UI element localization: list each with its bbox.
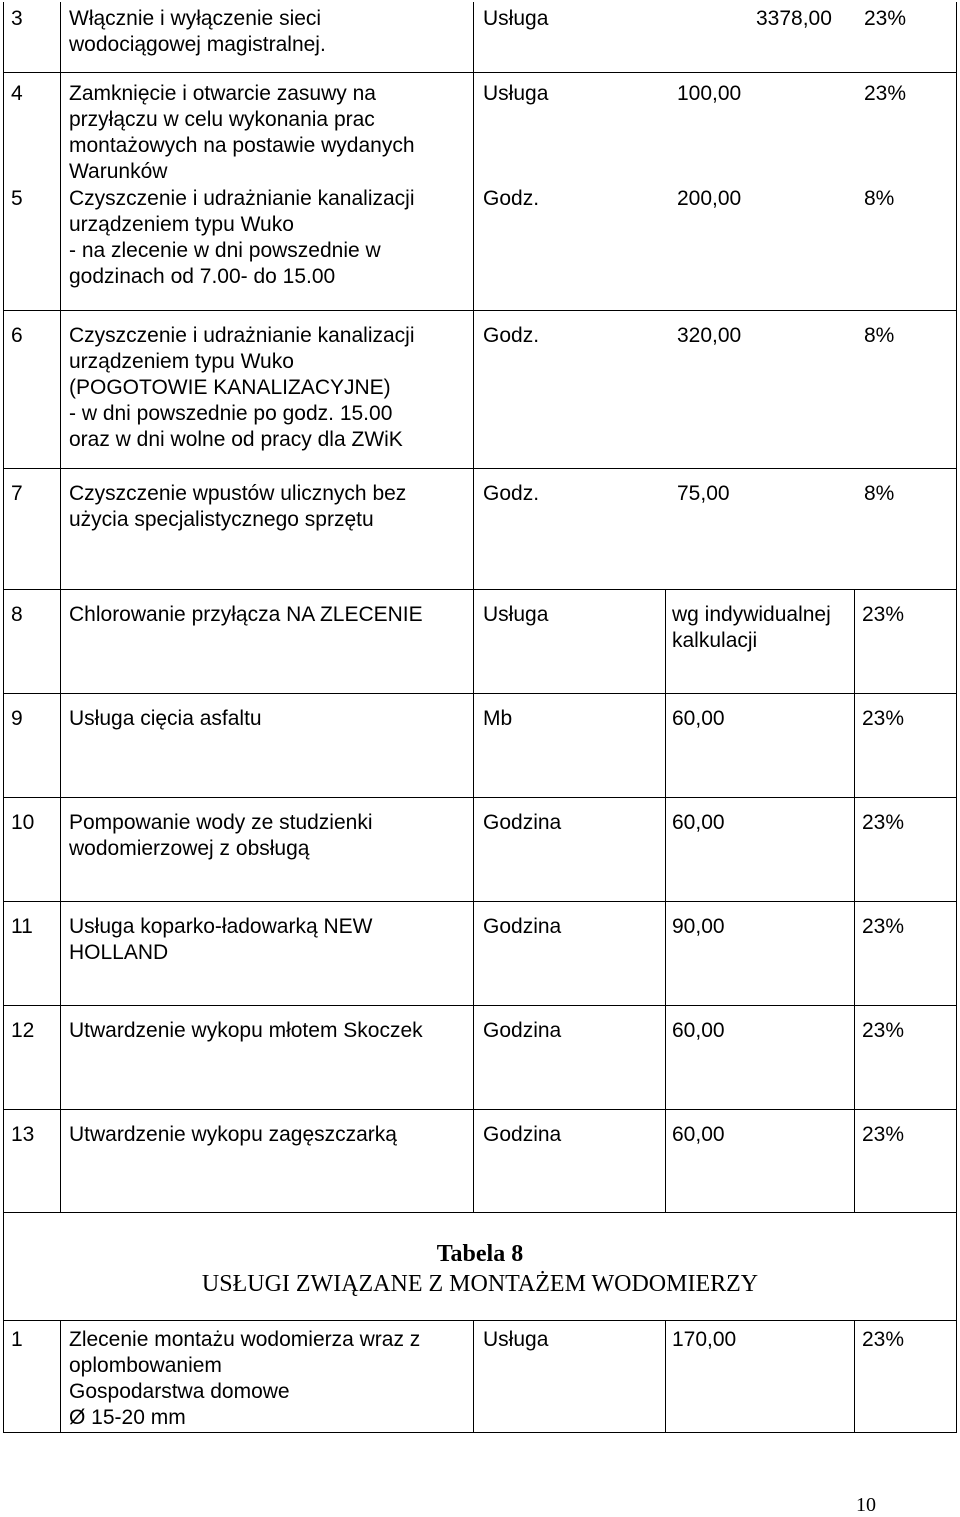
row-description: Usługa cięcia asfaltu [69,707,262,730]
row-number: 6 [11,324,23,347]
row-vat: 23% [862,707,905,730]
row-price: 60,00 [672,707,725,730]
row-number: 4 [11,82,23,105]
table-subtitle: USŁUGI ZWIĄZANE Z MONTAŻEM WODOMIERZY [201,1271,759,1297]
row-price: 60,00 [672,1019,725,1042]
table-title: Tabela 8 [436,1241,524,1267]
row-number: 7 [11,482,23,505]
row-vat: 23% [862,811,905,834]
row-price: 200,00 [677,187,742,210]
row-description: Włącznie i wyłączenie sieci wodociągowej magistralnej. [69,7,326,56]
table-row [3,589,957,693]
row-description: Zlecenie montażu wodomierza wraz z oplombowaniem Gospodarstwa domowe Ø 15-20 mm [69,1328,421,1429]
row-number: 11 [11,915,33,938]
row-vat: 8% [864,187,895,210]
row-description: Czyszczenie wpustów ulicznych bez użycia specjalistycznego sprzętu [69,482,407,531]
table-row [3,797,957,901]
table-row [3,468,957,589]
row-unit: Usługa [483,603,549,626]
row-number: 1 [11,1328,23,1351]
table-row [3,310,957,468]
table-row [3,2,957,72]
row-price: 60,00 [672,1123,725,1146]
row-unit: Usługa [483,1328,549,1351]
table-row [3,1320,957,1433]
row-vat: 23% [862,1123,905,1146]
row-description: Utwardzenie wykopu zagęszczarką [69,1123,397,1146]
row-unit: Godzina [483,811,562,834]
table-caption-row [3,1212,957,1320]
row-vat: 23% [864,7,907,30]
row-description: Utwardzenie wykopu młotem Skoczek [69,1019,423,1042]
row-number: 12 [11,1019,35,1042]
row-description: Zamknięcie i otwarcie zasuwy na przyłączu w celu wykonania prac montażowych na postawie wydanych Warunków [69,82,415,183]
row-number: 9 [11,707,23,730]
row-description: Usługa koparko-ładowarką NEW HOLLAND [69,915,373,964]
table-row [3,1005,957,1109]
table-row [3,1109,957,1212]
price-table [3,2,957,1433]
row-price: wg indywidualnej kalkulacji [672,603,831,652]
row-unit: Usługa [483,7,549,30]
row-unit: Godz. [483,482,540,505]
row-vat: 8% [864,482,895,505]
row-unit: Godz. [483,187,540,210]
row-unit: Godzina [483,1019,562,1042]
row-price: 75,00 [677,482,730,505]
row-price: 3378,00 [756,7,832,30]
row-description: Czyszczenie i udrażnianie kanalizacji urządzeniem typu Wuko (POGOTOWIE KANALIZACYJNE) - w dni powszednie po godz. 15.00 oraz w dni wolne od pracy dla ZWiK [69,324,415,451]
row-number: 3 [11,7,23,30]
row-unit: Godz. [483,324,540,347]
row-price: 100,00 [677,82,742,105]
row-vat: 23% [862,603,905,626]
row-number: 5 [11,187,23,210]
row-price: 320,00 [677,324,742,347]
row-vat: 23% [862,915,905,938]
row-vat: 23% [864,82,907,105]
row-vat: 23% [862,1019,905,1042]
row-number: 10 [11,811,35,834]
row-unit: Usługa [483,82,549,105]
row-description: Czyszczenie i udrażnianie kanalizacji urządzeniem typu Wuko - na zlecenie w dni powszednie w godzinach od 7.00- do 15.00 [69,187,415,288]
row-number: 13 [11,1123,35,1146]
row-vat: 23% [862,1328,905,1351]
row-description: Chlorowanie przyłącza NA ZLECENIE [69,603,423,626]
row-number: 8 [11,603,23,626]
row-description: Pompowanie wody ze studzienki wodomierzowej z obsługą [69,811,373,860]
table-row [3,693,957,797]
row-price: 170,00 [672,1328,737,1351]
table-row-group [3,72,957,310]
row-unit: Mb [483,707,513,730]
table-row [3,901,957,1005]
row-vat: 8% [864,324,895,347]
row-unit: Godzina [483,915,562,938]
page-number: 10 [856,1494,876,1516]
row-price: 60,00 [672,811,725,834]
row-price: 90,00 [672,915,725,938]
row-unit: Godzina [483,1123,562,1146]
